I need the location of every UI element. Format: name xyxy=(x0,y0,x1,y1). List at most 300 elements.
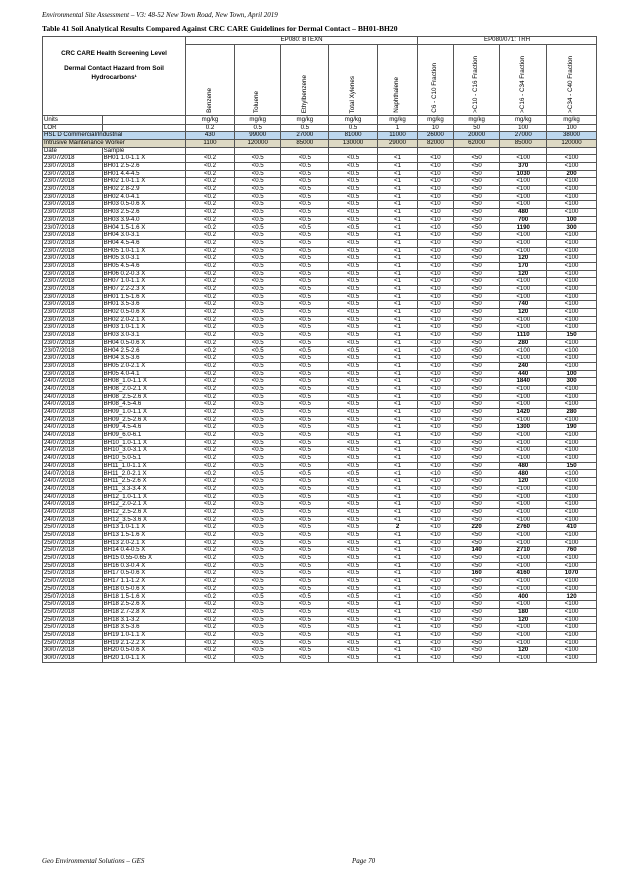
value-cell: <0.5 xyxy=(329,178,378,186)
sample-cell: BH09_6.0-6.1 xyxy=(102,432,185,440)
value-cell: <0.5 xyxy=(234,570,281,578)
table-row xyxy=(43,378,597,386)
value-cell: <0.5 xyxy=(234,654,281,662)
column-header xyxy=(234,45,281,116)
table-row xyxy=(43,555,597,563)
value-cell: <1 xyxy=(377,293,417,301)
value-cell: 2710 xyxy=(500,547,547,555)
value-cell: <100 xyxy=(547,439,597,447)
value-cell: <1 xyxy=(377,393,417,401)
value-cell: <100 xyxy=(547,555,597,563)
value-cell: <1 xyxy=(377,232,417,240)
value-cell: <1 xyxy=(377,531,417,539)
value-cell: <10 xyxy=(418,155,454,163)
value-cell: <0.5 xyxy=(281,355,329,363)
sample-cell: BH02 4.0-4.1 xyxy=(102,193,185,201)
date-cell: 23/07/2018 xyxy=(43,347,103,355)
value-cell: <0.5 xyxy=(329,624,378,632)
value-cell: <0.5 xyxy=(234,362,281,370)
value-cell: <50 xyxy=(453,232,500,240)
column-header xyxy=(453,45,500,116)
value-cell: <0.2 xyxy=(186,447,235,455)
value-cell: <50 xyxy=(453,408,500,416)
value-cell: <0.5 xyxy=(234,401,281,409)
value-cell: <0.5 xyxy=(234,647,281,655)
value-cell: <0.5 xyxy=(281,224,329,232)
value-cell: 1420 xyxy=(500,408,547,416)
value-cell: <100 xyxy=(500,416,547,424)
date-cell: 23/07/2018 xyxy=(43,247,103,255)
date-cell: 24/07/2018 xyxy=(43,501,103,509)
sample-cell: BH09_4.5-4.6 xyxy=(102,424,185,432)
value-cell: <0.5 xyxy=(281,209,329,217)
sample-cell: BH01 2.5-2.6 xyxy=(102,162,185,170)
value-cell: <0.5 xyxy=(329,539,378,547)
sample-cell: BH13 1.0-1.1 X xyxy=(102,524,185,532)
date-cell: 24/07/2018 xyxy=(43,393,103,401)
value-cell: <10 xyxy=(418,278,454,286)
value-cell: <100 xyxy=(500,355,547,363)
value-cell: <50 xyxy=(453,631,500,639)
value-cell: <50 xyxy=(453,201,500,209)
table-row xyxy=(43,278,597,286)
table-row xyxy=(43,239,597,247)
sample-cell: BH05 2.0-2.1 X xyxy=(102,362,185,370)
table-row xyxy=(43,216,597,224)
table-row xyxy=(43,309,597,317)
value-cell: <0.5 xyxy=(281,155,329,163)
value-cell: <0.5 xyxy=(234,378,281,386)
value-cell: <0.5 xyxy=(329,654,378,662)
value-cell: <50 xyxy=(453,270,500,278)
value-cell: <100 xyxy=(547,601,597,609)
value-cell: <0.5 xyxy=(329,493,378,501)
value-cell: <1 xyxy=(377,155,417,163)
value-cell: <0.2 xyxy=(186,224,235,232)
value-cell: <100 xyxy=(547,162,597,170)
value-cell: <0.5 xyxy=(329,601,378,609)
value-cell: <0.5 xyxy=(329,285,378,293)
value-cell: <100 xyxy=(547,293,597,301)
value-cell: <1 xyxy=(377,201,417,209)
value-cell: <100 xyxy=(547,347,597,355)
table-row xyxy=(43,601,597,609)
value-cell: <0.2 xyxy=(186,324,235,332)
value-cell: 1030 xyxy=(500,170,547,178)
value-cell: 120 xyxy=(500,616,547,624)
sample-cell: BH12_1.0-1.1 X xyxy=(102,493,185,501)
sample-cell: BH17 0.5-0.6 X xyxy=(102,570,185,578)
value-cell: <0.5 xyxy=(234,178,281,186)
value-cell: <1 xyxy=(377,624,417,632)
value-cell: <50 xyxy=(453,555,500,563)
value-cell: <0.5 xyxy=(234,162,281,170)
value-cell: <0.5 xyxy=(329,455,378,463)
date-cell: 23/07/2018 xyxy=(43,270,103,278)
value-cell: <0.5 xyxy=(234,501,281,509)
value-cell: <0.5 xyxy=(329,516,378,524)
column-header-label: >C16 - C34 Fraction xyxy=(518,56,526,113)
value-cell: <1 xyxy=(377,424,417,432)
value-cell: <100 xyxy=(547,393,597,401)
value-cell: <50 xyxy=(453,639,500,647)
units-value: mg/kg xyxy=(453,116,500,125)
value-cell: <50 xyxy=(453,401,500,409)
date-cell: 23/07/2018 xyxy=(43,186,103,194)
value-cell: <1 xyxy=(377,355,417,363)
table-row xyxy=(43,301,597,309)
table-row xyxy=(43,539,597,547)
value-cell: <0.5 xyxy=(329,216,378,224)
date-cell: 24/07/2018 xyxy=(43,408,103,416)
value-cell: <100 xyxy=(547,355,597,363)
sample-cell: BH11_2.5-2.6 X xyxy=(102,478,185,486)
column-header-label: Ethylbenzene xyxy=(300,74,308,113)
date-cell: 24/07/2018 xyxy=(43,485,103,493)
value-cell: <50 xyxy=(453,539,500,547)
hsl-label: HSL D Commercial/Industrial xyxy=(43,132,186,140)
date-cell: 24/07/2018 xyxy=(43,462,103,470)
value-cell: <100 xyxy=(547,316,597,324)
value-cell: <100 xyxy=(500,324,547,332)
value-cell: <1 xyxy=(377,547,417,555)
value-cell: <0.5 xyxy=(281,624,329,632)
table-row xyxy=(43,524,597,532)
value-cell: <50 xyxy=(453,278,500,286)
date-cell: 23/07/2018 xyxy=(43,309,103,317)
value-cell: 140 xyxy=(453,547,500,555)
date-cell: 24/07/2018 xyxy=(43,416,103,424)
date-cell: 24/07/2018 xyxy=(43,493,103,501)
value-cell: <50 xyxy=(453,493,500,501)
value-cell: <0.5 xyxy=(329,639,378,647)
date-cell: 23/07/2018 xyxy=(43,316,103,324)
units-value: mg/kg xyxy=(377,116,417,125)
value-cell: <50 xyxy=(453,616,500,624)
column-header-label: Naphthalene xyxy=(393,77,401,113)
table-row xyxy=(43,547,597,555)
value-cell: <0.5 xyxy=(281,309,329,317)
sample-cell: BH12_2.0-2.1 X xyxy=(102,501,185,509)
value-cell: <1 xyxy=(377,193,417,201)
value-cell: <100 xyxy=(547,647,597,655)
value-cell: 1070 xyxy=(547,570,597,578)
units-value: mg/kg xyxy=(186,116,235,125)
value-cell: <100 xyxy=(547,309,597,317)
value-cell: <0.5 xyxy=(329,262,378,270)
value-cell: <1 xyxy=(377,508,417,516)
value-cell: <0.5 xyxy=(234,555,281,563)
value-cell: <0.2 xyxy=(186,639,235,647)
value-cell: <100 xyxy=(500,501,547,509)
value-cell: 150 xyxy=(547,462,597,470)
value-cell: <100 xyxy=(547,270,597,278)
value-cell: <0.5 xyxy=(329,585,378,593)
value-cell: <0.2 xyxy=(186,470,235,478)
value-cell: 1840 xyxy=(500,378,547,386)
sample-cell: BH19 2.1-2.2 X xyxy=(102,639,185,647)
value-cell: <0.2 xyxy=(186,578,235,586)
date-cell: 24/07/2018 xyxy=(43,432,103,440)
value-cell: <10 xyxy=(418,324,454,332)
column-header-label: >C34 - C40 Fraction xyxy=(567,56,575,113)
value-cell: <0.5 xyxy=(234,416,281,424)
value-cell: <0.5 xyxy=(281,408,329,416)
value-cell: <0.5 xyxy=(329,309,378,317)
table-row xyxy=(43,654,597,662)
value-cell: <0.5 xyxy=(234,639,281,647)
value-cell: <100 xyxy=(547,232,597,240)
value-cell: <0.5 xyxy=(281,316,329,324)
value-cell: <100 xyxy=(547,654,597,662)
date-cell: 23/07/2018 xyxy=(43,255,103,263)
date-cell: 23/07/2018 xyxy=(43,355,103,363)
date-cell: 23/07/2018 xyxy=(43,155,103,163)
table-title-cell xyxy=(43,37,186,116)
table-row xyxy=(43,324,597,332)
date-cell: 23/07/2018 xyxy=(43,362,103,370)
value-cell: <0.2 xyxy=(186,309,235,317)
value-cell: <100 xyxy=(547,278,597,286)
value-cell: <0.2 xyxy=(186,455,235,463)
sample-cell: BH05 4.0-4.1 xyxy=(102,370,185,378)
value-cell: <100 xyxy=(547,401,597,409)
column-header-label: Benzene xyxy=(205,88,213,113)
date-header: Date xyxy=(43,147,103,155)
table-row xyxy=(43,201,597,209)
value-cell: <50 xyxy=(453,224,500,232)
value-cell: <10 xyxy=(418,654,454,662)
sample-header: Sample xyxy=(102,147,185,155)
sample-cell: BH17 1.1-1.2 X xyxy=(102,578,185,586)
value-cell: <0.5 xyxy=(329,608,378,616)
value-cell: <50 xyxy=(453,309,500,317)
imw-value: 120000 xyxy=(547,139,597,147)
value-cell: <100 xyxy=(547,285,597,293)
value-cell: <1 xyxy=(377,339,417,347)
sample-cell: BH12_3.5-3.6 X xyxy=(102,516,185,524)
table-row xyxy=(43,493,597,501)
sample-cell: BH02 1.0-1.1 X xyxy=(102,178,185,186)
sample-cell: BH11_3.3-3.4 X xyxy=(102,485,185,493)
value-cell: <0.5 xyxy=(281,432,329,440)
sample-cell: BH07 2.2-2.3 X xyxy=(102,285,185,293)
value-cell: <100 xyxy=(500,393,547,401)
value-cell: <1 xyxy=(377,209,417,217)
value-cell: <0.2 xyxy=(186,355,235,363)
value-cell: <0.5 xyxy=(329,224,378,232)
value-cell: <1 xyxy=(377,555,417,563)
value-cell: <0.5 xyxy=(234,285,281,293)
sample-cell: BH03 0.5-0.6 X xyxy=(102,201,185,209)
table-row xyxy=(43,262,597,270)
value-cell: <0.5 xyxy=(329,385,378,393)
value-cell: <0.5 xyxy=(234,293,281,301)
value-cell: <100 xyxy=(500,178,547,186)
value-cell: <1 xyxy=(377,178,417,186)
value-cell: <0.5 xyxy=(281,424,329,432)
value-cell: <100 xyxy=(500,155,547,163)
value-cell: <0.2 xyxy=(186,524,235,532)
value-cell: <50 xyxy=(453,462,500,470)
value-cell: <0.2 xyxy=(186,278,235,286)
date-cell: 24/07/2018 xyxy=(43,439,103,447)
hsl-value: 38000 xyxy=(547,132,597,140)
value-cell: <0.5 xyxy=(234,270,281,278)
value-cell: <100 xyxy=(547,416,597,424)
date-cell: 24/07/2018 xyxy=(43,378,103,386)
value-cell: <0.5 xyxy=(234,201,281,209)
value-cell: <0.5 xyxy=(281,385,329,393)
column-header xyxy=(500,45,547,116)
value-cell: <0.5 xyxy=(329,547,378,555)
value-cell: 120 xyxy=(500,647,547,655)
value-cell: <10 xyxy=(418,570,454,578)
value-cell: <100 xyxy=(547,385,597,393)
table-row xyxy=(43,232,597,240)
value-cell: <0.2 xyxy=(186,378,235,386)
value-cell: <0.5 xyxy=(329,378,378,386)
value-cell: <0.2 xyxy=(186,347,235,355)
value-cell: 410 xyxy=(547,524,597,532)
value-cell: <50 xyxy=(453,170,500,178)
value-cell: <1 xyxy=(377,170,417,178)
sample-cell: BH11_1.0-1.1 X xyxy=(102,462,185,470)
sample-cell: BH05 1.0-1.1 X xyxy=(102,247,185,255)
imw-value: 85000 xyxy=(281,139,329,147)
value-cell: <100 xyxy=(500,516,547,524)
value-cell: <0.5 xyxy=(329,355,378,363)
value-cell: <10 xyxy=(418,393,454,401)
value-cell: <0.5 xyxy=(234,309,281,317)
value-cell: <50 xyxy=(453,393,500,401)
value-cell: 370 xyxy=(500,162,547,170)
value-cell: <0.5 xyxy=(281,170,329,178)
value-cell: 150 xyxy=(547,332,597,340)
value-cell: <10 xyxy=(418,355,454,363)
value-cell: <1 xyxy=(377,347,417,355)
value-cell: <0.5 xyxy=(329,562,378,570)
value-cell: <0.5 xyxy=(281,578,329,586)
group-btexn: EP080: BTEXN xyxy=(186,37,418,45)
value-cell: <50 xyxy=(453,439,500,447)
value-cell: <100 xyxy=(500,639,547,647)
value-cell: <0.2 xyxy=(186,432,235,440)
sample-cell: BH20 1.0-1.1 X xyxy=(102,654,185,662)
value-cell: <0.5 xyxy=(329,332,378,340)
value-cell: <0.5 xyxy=(234,262,281,270)
table-row xyxy=(43,647,597,655)
value-cell: <10 xyxy=(418,524,454,532)
table-row xyxy=(43,155,597,163)
value-cell: <0.5 xyxy=(329,370,378,378)
value-cell: <0.5 xyxy=(234,155,281,163)
units-value: mg/kg xyxy=(418,116,454,125)
value-cell: <0.5 xyxy=(329,239,378,247)
value-cell: <0.2 xyxy=(186,647,235,655)
value-cell: <100 xyxy=(547,209,597,217)
value-cell: <10 xyxy=(418,624,454,632)
value-cell: <0.5 xyxy=(234,631,281,639)
value-cell: <1 xyxy=(377,562,417,570)
value-cell: <10 xyxy=(418,316,454,324)
value-cell: <0.5 xyxy=(281,455,329,463)
value-cell: <10 xyxy=(418,416,454,424)
value-cell: <0.2 xyxy=(186,501,235,509)
value-cell: <1 xyxy=(377,285,417,293)
value-cell: <0.5 xyxy=(234,493,281,501)
value-cell: <0.2 xyxy=(186,232,235,240)
value-cell: <50 xyxy=(453,155,500,163)
value-cell: <100 xyxy=(500,455,547,463)
hsl-value: 27000 xyxy=(500,132,547,140)
value-cell: <100 xyxy=(500,654,547,662)
value-cell: <0.2 xyxy=(186,216,235,224)
value-cell: <100 xyxy=(547,578,597,586)
value-cell: <10 xyxy=(418,378,454,386)
lor-value: 10 xyxy=(418,124,454,132)
value-cell: <1 xyxy=(377,647,417,655)
value-cell: <10 xyxy=(418,201,454,209)
value-cell: <1 xyxy=(377,455,417,463)
date-cell: 25/07/2018 xyxy=(43,539,103,547)
value-cell: <0.2 xyxy=(186,370,235,378)
value-cell: <0.5 xyxy=(234,478,281,486)
value-cell: <100 xyxy=(547,324,597,332)
sample-cell: BH19 1.0-1.1 X xyxy=(102,631,185,639)
value-cell: <0.5 xyxy=(234,455,281,463)
value-cell: <10 xyxy=(418,424,454,432)
value-cell: <10 xyxy=(418,547,454,555)
blank-cell xyxy=(102,124,185,132)
value-cell: <0.2 xyxy=(186,416,235,424)
group-trh: EP080/071: TRH xyxy=(418,37,597,45)
value-cell: <0.5 xyxy=(329,339,378,347)
value-cell: <1 xyxy=(377,385,417,393)
table-row xyxy=(43,516,597,524)
value-cell: 1190 xyxy=(500,224,547,232)
value-cell: <100 xyxy=(547,155,597,163)
value-cell: <1 xyxy=(377,539,417,547)
value-cell: <10 xyxy=(418,593,454,601)
value-cell: 220 xyxy=(453,524,500,532)
value-cell: <0.5 xyxy=(281,232,329,240)
value-cell: <0.5 xyxy=(329,270,378,278)
value-cell: <0.5 xyxy=(329,247,378,255)
value-cell: <0.5 xyxy=(281,647,329,655)
date-cell: 23/07/2018 xyxy=(43,224,103,232)
value-cell: <10 xyxy=(418,270,454,278)
value-cell: <0.5 xyxy=(234,432,281,440)
value-cell: <0.5 xyxy=(234,462,281,470)
value-cell: <10 xyxy=(418,162,454,170)
value-cell: <100 xyxy=(500,186,547,194)
value-cell: <0.5 xyxy=(234,485,281,493)
value-cell: <10 xyxy=(418,439,454,447)
value-cell: <50 xyxy=(453,293,500,301)
value-cell: <0.2 xyxy=(186,570,235,578)
value-cell: <0.5 xyxy=(234,239,281,247)
value-cell: <0.2 xyxy=(186,155,235,163)
value-cell: <0.5 xyxy=(329,255,378,263)
value-cell: <0.5 xyxy=(234,209,281,217)
value-cell: <0.5 xyxy=(281,178,329,186)
value-cell: <1 xyxy=(377,631,417,639)
date-cell: 24/07/2018 xyxy=(43,478,103,486)
value-cell: <10 xyxy=(418,432,454,440)
value-cell: <0.5 xyxy=(281,262,329,270)
hsl-value: 99000 xyxy=(234,132,281,140)
